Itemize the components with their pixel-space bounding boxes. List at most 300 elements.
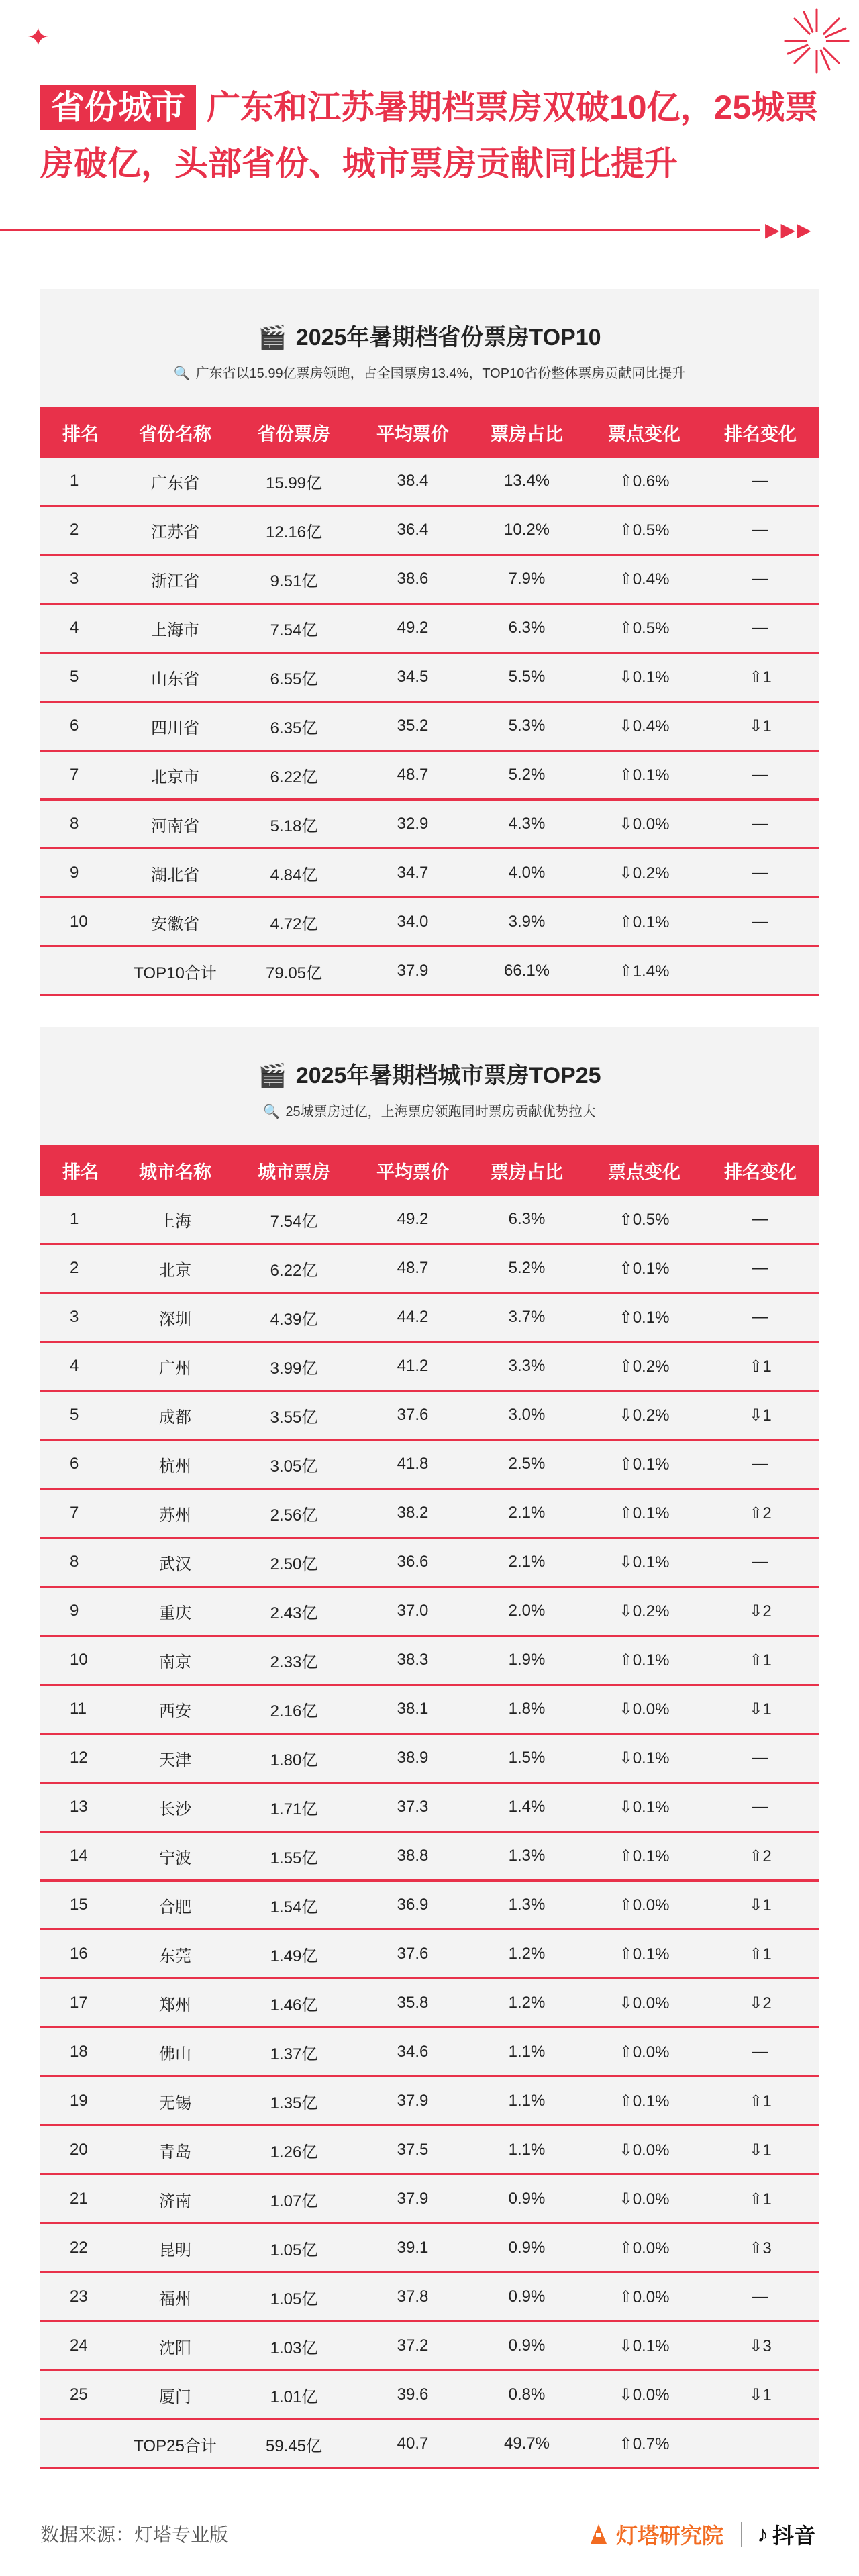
table-cell: 6.3% (467, 1196, 587, 1244)
table-cell: 武汉 (121, 1538, 230, 1587)
table-row (40, 1440, 819, 1489)
table-cell: 36.9 (358, 1881, 467, 1930)
table-cell: 18 (40, 2028, 121, 2077)
table-cell: 1 (40, 1196, 121, 1244)
table-cell: ⇧0.1% (587, 1440, 702, 1489)
table-cell: ⇩0.1% (587, 1783, 702, 1832)
table-cell: 37.9 (358, 2077, 467, 2126)
table-cell: ⇩0.1% (587, 653, 702, 702)
column-header: 城市名称 (121, 1145, 230, 1196)
table-cell: 0.9% (467, 2273, 587, 2322)
table-cell: 1.1% (467, 2077, 587, 2126)
table-cell: 1.4% (467, 1783, 587, 1832)
table-cell: 4.39亿 (230, 1293, 358, 1342)
table-cell: 38.4 (358, 458, 467, 506)
table-cell: ⇧0.1% (587, 1636, 702, 1685)
table-row (40, 506, 819, 555)
table-cell: 37.6 (358, 1391, 467, 1440)
table-cell: ⇧0.0% (587, 2273, 702, 2322)
table-cell: 34.0 (358, 898, 467, 947)
column-header: 平均票价 (358, 407, 467, 458)
table-cell: ⇩1 (702, 2371, 819, 2420)
table-cell: 1.46亿 (230, 1979, 358, 2028)
table-cell: 35.2 (358, 702, 467, 751)
table-cell: ⇩0.1% (587, 1538, 702, 1587)
table-cell: — (702, 800, 819, 849)
table-cell: 天津 (121, 1734, 230, 1783)
table-row (40, 1244, 819, 1293)
table-cell: — (702, 2028, 819, 2077)
table-cell: 4.84亿 (230, 849, 358, 898)
table-cell: 38.3 (358, 1636, 467, 1685)
table-cell: 6.35亿 (230, 702, 358, 751)
column-header: 排名变化 (702, 1145, 819, 1196)
table-cell: 北京市 (121, 751, 230, 800)
table-cell: — (702, 604, 819, 653)
table-row (40, 555, 819, 604)
table-cell: 浙江省 (121, 555, 230, 604)
table-cell: — (702, 458, 819, 506)
table-cell: 福州 (121, 2273, 230, 2322)
table-cell: ⇧0.1% (587, 1930, 702, 1979)
table-cell: 河南省 (121, 800, 230, 849)
table-cell: 1.05亿 (230, 2224, 358, 2273)
table-cell: 35.8 (358, 1979, 467, 2028)
table-row (40, 800, 819, 849)
table-cell: 成都 (121, 1391, 230, 1440)
table-cell: 佛山 (121, 2028, 230, 2077)
table-cell: 22 (40, 2224, 121, 2273)
page-headline (40, 79, 819, 192)
table-row (40, 1293, 819, 1342)
table-cell: 19 (40, 2077, 121, 2126)
table-cell: 38.8 (358, 1832, 467, 1881)
table-cell: 1.03亿 (230, 2322, 358, 2371)
table-cell: 66.1% (467, 947, 587, 996)
table-cell: 6.22亿 (230, 1244, 358, 1293)
table-row (40, 1391, 819, 1440)
table-cell: 2.33亿 (230, 1636, 358, 1685)
table-cell: 1.05亿 (230, 2273, 358, 2322)
table-cell: 7.54亿 (230, 604, 358, 653)
table-cell (702, 2420, 819, 2469)
table-cell: 37.9 (358, 2175, 467, 2224)
table-cell: 2.1% (467, 1538, 587, 1587)
table-cell: 9.51亿 (230, 555, 358, 604)
table-cell: — (702, 1196, 819, 1244)
table-cell: 南京 (121, 1636, 230, 1685)
table-cell: 3.05亿 (230, 1440, 358, 1489)
table-row (40, 2322, 819, 2371)
table-cell: 重庆 (121, 1587, 230, 1636)
table-cell: 38.9 (358, 1734, 467, 1783)
table-cell: 0.9% (467, 2224, 587, 2273)
table-row (40, 1734, 819, 1783)
table-cell: 上海 (121, 1196, 230, 1244)
table-cell: ⇩0.0% (587, 1979, 702, 2028)
table-cell: 厦门 (121, 2371, 230, 2420)
table-cell (702, 947, 819, 996)
table-cell: 江苏省 (121, 506, 230, 555)
table-cell: 1.1% (467, 2028, 587, 2077)
table-cell: 2 (40, 506, 121, 555)
table-cell: 5.2% (467, 1244, 587, 1293)
table-cell: 郑州 (121, 1979, 230, 2028)
table-cell: 36.6 (358, 1538, 467, 1587)
table-cell: 12.16亿 (230, 506, 358, 555)
lighthouse-logo-icon (587, 2522, 611, 2546)
table-cell: 37.3 (358, 1783, 467, 1832)
table-cell: ⇩3 (702, 2322, 819, 2371)
table-cell: 3.0% (467, 1391, 587, 1440)
divider-line (0, 229, 760, 231)
table-row (40, 1685, 819, 1734)
table-row (40, 1832, 819, 1881)
table-cell: — (702, 1734, 819, 1783)
table-cell: ⇧2 (702, 1832, 819, 1881)
table-cell: — (702, 898, 819, 947)
table-row (40, 1636, 819, 1685)
table-cell: 4.0% (467, 849, 587, 898)
table-cell: 2.16亿 (230, 1685, 358, 1734)
table-cell: 5.2% (467, 751, 587, 800)
table-cell: 23 (40, 2273, 121, 2322)
table-cell: 4 (40, 1342, 121, 1391)
table-cell: 49.2 (358, 1196, 467, 1244)
column-header: 票房占比 (467, 407, 587, 458)
table-cell: ⇧0.4% (587, 555, 702, 604)
table-cell: 昆明 (121, 2224, 230, 2273)
table-cell: 5.18亿 (230, 800, 358, 849)
table-cell: 7.9% (467, 555, 587, 604)
table-cell: 4 (40, 604, 121, 653)
table-cell: 21 (40, 2175, 121, 2224)
table-row (40, 1196, 819, 1244)
table-cell: 44.2 (358, 1293, 467, 1342)
total-row (40, 947, 819, 996)
table-cell: 13.4% (467, 458, 587, 506)
table-cell: 苏州 (121, 1489, 230, 1538)
table-cell: 0.9% (467, 2175, 587, 2224)
table-cell: — (702, 1538, 819, 1587)
table-cell: ⇩2 (702, 1979, 819, 2028)
table-row (40, 2175, 819, 2224)
column-header: 排名 (40, 407, 121, 458)
column-header: 票点变化 (587, 407, 702, 458)
table-cell: 6.55亿 (230, 653, 358, 702)
table-cell: 48.7 (358, 1244, 467, 1293)
table-row (40, 898, 819, 947)
table-cell (40, 2420, 121, 2469)
table-cell: ⇧0.0% (587, 2224, 702, 2273)
table-cell: 1.3% (467, 1881, 587, 1930)
table-cell: ⇩0.2% (587, 849, 702, 898)
table-cell: 3.9% (467, 898, 587, 947)
total-row (40, 2420, 819, 2469)
table-cell: 0.8% (467, 2371, 587, 2420)
table-row (40, 702, 819, 751)
table-cell: 1.9% (467, 1636, 587, 1685)
table-cell: 四川省 (121, 702, 230, 751)
city-table (40, 1145, 819, 2469)
table-cell (40, 947, 121, 996)
table-cell: ⇩0.2% (587, 1391, 702, 1440)
table-cell: 9 (40, 849, 121, 898)
column-header: 省份票房 (230, 407, 358, 458)
table-cell: 西安 (121, 1685, 230, 1734)
table-row (40, 1587, 819, 1636)
table-cell: ⇧1 (702, 1636, 819, 1685)
table-cell: ⇩0.0% (587, 2175, 702, 2224)
table-cell: 25 (40, 2371, 121, 2420)
table-cell: ⇩1 (702, 2126, 819, 2175)
table-cell: ⇧0.5% (587, 604, 702, 653)
table-cell: 41.2 (358, 1342, 467, 1391)
table-cell: 1 (40, 458, 121, 506)
table-row (40, 849, 819, 898)
table-cell: — (702, 751, 819, 800)
table-cell: 20 (40, 2126, 121, 2175)
table-cell: 34.7 (358, 849, 467, 898)
table-cell: ⇩1 (702, 702, 819, 751)
table-cell: ⇧0.1% (587, 2077, 702, 2126)
table-cell: 34.5 (358, 653, 467, 702)
table-cell: 17 (40, 1979, 121, 2028)
table-row (40, 1783, 819, 1832)
table-cell: 38.6 (358, 555, 467, 604)
city-table-subtitle: 🔍 25城票房过亿，上海票房领跑同时票房贡献优势拉大 (263, 1104, 596, 1119)
table-cell: 5 (40, 1391, 121, 1440)
table-cell: ⇧2 (702, 1489, 819, 1538)
table-cell: 1.5% (467, 1734, 587, 1783)
table-cell: — (702, 555, 819, 604)
magnifier-icon: 🔍 (263, 1104, 281, 1119)
table-cell: 36.4 (358, 506, 467, 555)
table-row (40, 1489, 819, 1538)
table-cell: 6.3% (467, 604, 587, 653)
table-row (40, 2077, 819, 2126)
table-cell: 2.50亿 (230, 1538, 358, 1587)
table-cell: ⇩0.0% (587, 2371, 702, 2420)
table-cell: 1.54亿 (230, 1881, 358, 1930)
table-cell: 1.3% (467, 1832, 587, 1881)
table-cell: — (702, 506, 819, 555)
douyin-brand: ♪ 抖音 (757, 2521, 816, 2548)
magnifier-icon: 🔍 (173, 366, 191, 381)
table-cell: 1.26亿 (230, 2126, 358, 2175)
clapperboard-icon: 🎬 (258, 325, 287, 350)
table-cell: ⇧0.1% (587, 1293, 702, 1342)
table-cell: ⇧0.1% (587, 898, 702, 947)
firework-icon (780, 4, 854, 78)
table-cell: — (702, 1293, 819, 1342)
sparkle-icon: ✦ (27, 23, 50, 52)
table-cell: 5 (40, 653, 121, 702)
table-cell: 15.99亿 (230, 458, 358, 506)
table-row (40, 2028, 819, 2077)
table-cell: 7 (40, 751, 121, 800)
douyin-logo-icon: ♪ (757, 2521, 768, 2547)
table-cell: 16 (40, 1930, 121, 1979)
table-cell: 32.9 (358, 800, 467, 849)
table-cell: — (702, 2273, 819, 2322)
table-cell: 1.1% (467, 2126, 587, 2175)
table-row (40, 1881, 819, 1930)
table-cell: 38.2 (358, 1489, 467, 1538)
table-cell: 3 (40, 1293, 121, 1342)
table-cell: 1.37亿 (230, 2028, 358, 2077)
table-cell: 39.6 (358, 2371, 467, 2420)
table-cell: ⇩0.4% (587, 702, 702, 751)
table-cell: ⇩0.0% (587, 2126, 702, 2175)
table-cell: 1.71亿 (230, 1783, 358, 1832)
column-header: 排名变化 (702, 407, 819, 458)
table-cell: 深圳 (121, 1293, 230, 1342)
table-cell: 4.3% (467, 800, 587, 849)
table-cell: 37.2 (358, 2322, 467, 2371)
table-cell: 1.55亿 (230, 1832, 358, 1881)
table-cell: 济南 (121, 2175, 230, 2224)
table-cell: 41.8 (358, 1440, 467, 1489)
table-cell: 40.7 (358, 2420, 467, 2469)
table-cell: 6 (40, 1440, 121, 1489)
table-cell: 2.43亿 (230, 1587, 358, 1636)
table-cell: 48.7 (358, 751, 467, 800)
table-cell: ⇩0.1% (587, 1734, 702, 1783)
table-row (40, 1538, 819, 1587)
lighthouse-brand: 灯塔研究院 (587, 2518, 723, 2551)
table-cell: 37.0 (358, 1587, 467, 1636)
table-cell: ⇧0.6% (587, 458, 702, 506)
table-cell: 1.07亿 (230, 2175, 358, 2224)
table-cell: 东莞 (121, 1930, 230, 1979)
table-cell: 1.35亿 (230, 2077, 358, 2126)
table-cell: 3.3% (467, 1342, 587, 1391)
table-cell: 5.3% (467, 702, 587, 751)
table-cell: TOP25合计 (121, 2420, 230, 2469)
table-row (40, 604, 819, 653)
table-cell: 2.0% (467, 1587, 587, 1636)
table-cell: 长沙 (121, 1783, 230, 1832)
table-row (40, 458, 819, 506)
table-cell: ⇩0.2% (587, 1587, 702, 1636)
column-header: 排名 (40, 1145, 121, 1196)
province-table-subtitle: 🔍 广东省以15.99亿票房领跑，占全国票房13.4%，TOP10省份整体票房贡献同比提升 (173, 366, 686, 381)
table-cell: ⇧1 (702, 2077, 819, 2126)
table-cell: 合肥 (121, 1881, 230, 1930)
table-cell: 6.22亿 (230, 751, 358, 800)
table-row (40, 2273, 819, 2322)
table-cell: — (702, 1244, 819, 1293)
table-cell: 49.7% (467, 2420, 587, 2469)
table-cell: 8 (40, 800, 121, 849)
table-cell: ⇧0.1% (587, 1244, 702, 1293)
table-row (40, 2371, 819, 2420)
table-cell: 4.72亿 (230, 898, 358, 947)
table-cell: 0.9% (467, 2322, 587, 2371)
table-cell: 2.56亿 (230, 1489, 358, 1538)
table-cell: 37.9 (358, 947, 467, 996)
table-cell: 杭州 (121, 1440, 230, 1489)
table-cell: 11 (40, 1685, 121, 1734)
table-cell: 49.2 (358, 604, 467, 653)
data-source: 数据来源：灯塔专业版 (40, 2524, 229, 2545)
table-cell: ⇩1 (702, 1685, 819, 1734)
table-cell: 13 (40, 1783, 121, 1832)
table-cell: ⇩0.0% (587, 1685, 702, 1734)
province-table (40, 407, 819, 996)
table-cell: ⇩0.0% (587, 800, 702, 849)
table-cell: 39.1 (358, 2224, 467, 2273)
table-cell: 3.99亿 (230, 1342, 358, 1391)
table-cell: 1.49亿 (230, 1930, 358, 1979)
table-cell: ⇩0.1% (587, 2322, 702, 2371)
table-row (40, 2224, 819, 2273)
table-cell: 8 (40, 1538, 121, 1587)
table-cell: ⇧0.1% (587, 751, 702, 800)
table-cell: ⇧1 (702, 1342, 819, 1391)
table-cell: 10.2% (467, 506, 587, 555)
table-cell: 安徽省 (121, 898, 230, 947)
table-cell: 广东省 (121, 458, 230, 506)
table-cell: 2 (40, 1244, 121, 1293)
table-cell: 2.1% (467, 1489, 587, 1538)
table-cell: 山东省 (121, 653, 230, 702)
table-cell: 34.6 (358, 2028, 467, 2077)
table-cell: ⇧0.5% (587, 506, 702, 555)
table-cell: 6 (40, 702, 121, 751)
table-row (40, 1979, 819, 2028)
table-cell: 3.7% (467, 1293, 587, 1342)
table-cell: 广州 (121, 1342, 230, 1391)
table-cell: 37.8 (358, 2273, 467, 2322)
table-cell: 7.54亿 (230, 1196, 358, 1244)
table-cell: ⇧0.7% (587, 2420, 702, 2469)
table-cell: ⇧0.1% (587, 1489, 702, 1538)
province-table-card (40, 289, 819, 993)
column-header: 平均票价 (358, 1145, 467, 1196)
table-cell: 无锡 (121, 2077, 230, 2126)
table-cell: 2.5% (467, 1440, 587, 1489)
column-header: 票房占比 (467, 1145, 587, 1196)
table-cell: 3 (40, 555, 121, 604)
table-cell: TOP10合计 (121, 947, 230, 996)
table-cell: 宁波 (121, 1832, 230, 1881)
table-row (40, 1342, 819, 1391)
table-cell: 9 (40, 1587, 121, 1636)
table-cell: 北京 (121, 1244, 230, 1293)
table-cell: ⇧0.0% (587, 1881, 702, 1930)
table-cell: 上海市 (121, 604, 230, 653)
triple-arrow-icon: ▶ ▶ ▶ (765, 219, 811, 240)
table-cell: 湖北省 (121, 849, 230, 898)
table-cell: — (702, 1783, 819, 1832)
brand-separator (741, 2522, 742, 2547)
table-cell: ⇩1 (702, 1391, 819, 1440)
table-cell: ⇧1.4% (587, 947, 702, 996)
table-cell: 青岛 (121, 2126, 230, 2175)
table-cell: ⇧1 (702, 653, 819, 702)
table-row (40, 751, 819, 800)
section-tag: 省份城市 (40, 85, 196, 130)
table-cell: 10 (40, 1636, 121, 1685)
table-cell: 3.55亿 (230, 1391, 358, 1440)
table-cell: 15 (40, 1881, 121, 1930)
table-cell: 5.5% (467, 653, 587, 702)
page-title: 广东和江苏暑期档票房双破10亿，25城票房破亿，头部省份、城市票房贡献同比提升 (40, 89, 819, 183)
table-row (40, 2126, 819, 2175)
table-cell: 沈阳 (121, 2322, 230, 2371)
